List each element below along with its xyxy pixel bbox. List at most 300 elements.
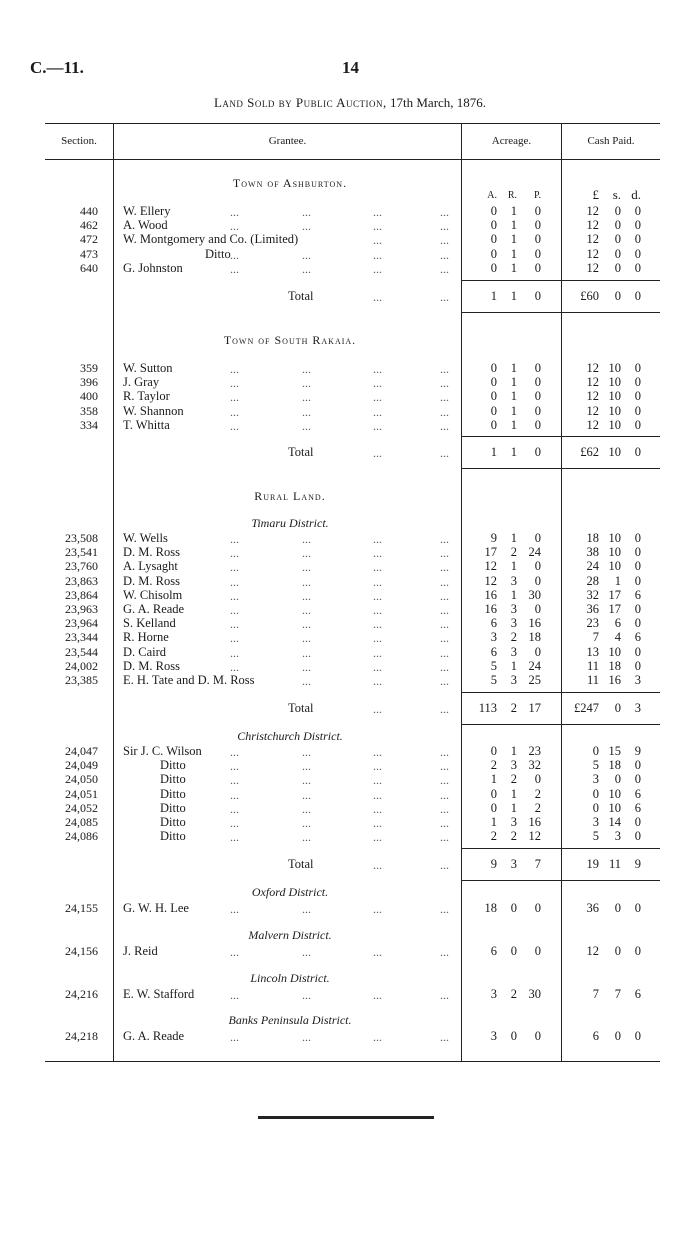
cash-d: 0 — [634, 361, 641, 375]
acreage-r: 1 — [510, 403, 517, 418]
leader-dots: ... — [302, 247, 311, 262]
acreage-p: 30 — [528, 987, 541, 1001]
total-rule-bottom — [462, 312, 660, 313]
leader-dots: ... — [373, 702, 382, 716]
cash-d: 0 — [634, 944, 641, 958]
total-rule-bottom — [462, 880, 660, 881]
cash-s: 6 — [614, 616, 621, 631]
leader-dots: ... — [302, 376, 311, 391]
cash-d: 6 — [634, 987, 641, 1001]
acreage-r: 1 — [510, 218, 517, 233]
acreage-a: 1 — [490, 289, 497, 303]
leader-dots: ... — [373, 787, 382, 802]
leader-dots: ... — [230, 773, 239, 788]
cash-d: 0 — [634, 417, 641, 432]
leader-dots: ... — [373, 574, 382, 589]
acreage-a: 5 — [490, 673, 497, 687]
acreage-a: 12 — [484, 573, 497, 588]
cash-l: 12 — [586, 260, 599, 275]
cash-s: 0 — [614, 204, 621, 218]
leader-dots: ... — [230, 261, 239, 276]
leader-dots: ... — [373, 1030, 382, 1044]
cash-d: 0 — [634, 573, 641, 588]
cash-s: 10 — [608, 403, 621, 418]
cash-d: 6 — [634, 630, 641, 645]
acreage-p: 0 — [534, 417, 541, 432]
cash-l: 11 — [586, 673, 599, 687]
acreage-p: 0 — [534, 260, 541, 275]
cash-s: 0 — [614, 289, 621, 303]
cash-s: 0 — [614, 701, 621, 715]
section-number: 24,218 — [65, 1029, 98, 1043]
acreage-a: 18 — [484, 901, 497, 915]
leader-dots: ... — [440, 404, 449, 419]
total-label: Total — [288, 445, 314, 459]
acreage-a: 0 — [490, 417, 497, 432]
unit-roods: R. — [507, 190, 517, 201]
leader-dots: ... — [440, 1030, 449, 1044]
acreage-p: 2 — [534, 800, 541, 815]
acreage-a: 6 — [490, 644, 497, 659]
leader-dots: ... — [373, 290, 382, 304]
cash-l: 12 — [586, 375, 599, 390]
acreage-r: 3 — [510, 644, 517, 659]
leader-dots: ... — [373, 560, 382, 575]
grantee-name: W. Ellery — [123, 204, 171, 218]
cash-s: 11 — [608, 857, 621, 871]
cash-s: 10 — [608, 800, 621, 815]
total-rule-acreage — [462, 692, 561, 693]
acreage-r: 1 — [510, 246, 517, 261]
cash-s: 1 — [614, 573, 621, 588]
acreage-a: 0 — [490, 246, 497, 261]
leader-dots: ... — [302, 404, 311, 419]
cash-l: 12 — [586, 403, 599, 418]
cash-d: 0 — [634, 218, 641, 233]
grantee-name: J. Reid — [123, 944, 158, 958]
grantee-name: S. Kelland — [123, 616, 176, 631]
acreage-p: 0 — [534, 1029, 541, 1043]
leader-dots: ... — [230, 659, 239, 674]
leader-dots: ... — [440, 945, 449, 959]
acreage-p: 0 — [534, 204, 541, 218]
unit-pounds: £ — [592, 187, 599, 202]
cash-s: 4 — [614, 630, 621, 645]
grantee-name: G. A. Reade — [123, 1029, 185, 1043]
district-title-banks: Banks Peninsula District. — [228, 1013, 352, 1027]
header-grantee: Grantee. — [268, 135, 307, 147]
cash-s: 15 — [608, 744, 621, 758]
acreage-p: 0 — [534, 602, 541, 616]
leader-dots: ... — [373, 759, 382, 774]
acreage-p: 0 — [534, 361, 541, 375]
acreage-a: 0 — [490, 375, 497, 390]
acreage-p: 32 — [528, 758, 541, 773]
leader-dots: ... — [230, 205, 239, 219]
acreage-p: 0 — [534, 531, 541, 545]
acreage-a: 3 — [490, 1029, 497, 1043]
section-number: 23,964 — [65, 616, 98, 631]
leader-dots: ... — [440, 988, 449, 1002]
section-number: 24,156 — [65, 944, 98, 958]
cash-s: 7 — [614, 987, 621, 1001]
leader-dots: ... — [230, 390, 239, 405]
district-title-oxford: Oxford District. — [251, 885, 329, 899]
acreage-p: 0 — [534, 289, 541, 303]
leader-dots: ... — [373, 376, 382, 391]
acreage-p: 0 — [534, 389, 541, 404]
leader-dots: ... — [302, 617, 311, 632]
total-rule-cash — [562, 692, 660, 693]
leader-dots: ... — [373, 532, 382, 546]
grantee-name: Ditto — [160, 829, 186, 844]
leader-dots: ... — [440, 659, 449, 674]
acreage-a: 1 — [490, 445, 497, 459]
leader-dots: ... — [440, 546, 449, 561]
leader-dots: ... — [440, 787, 449, 802]
cash-s: 18 — [608, 658, 621, 673]
section-title-ashburton: Town of Ashburton. — [232, 176, 348, 190]
leader-dots: ... — [302, 418, 311, 433]
district-title-malvern: Malvern District. — [248, 928, 332, 942]
grantee-name: Ditto — [160, 758, 186, 773]
leader-dots: ... — [373, 674, 382, 688]
unit-perches: P. — [534, 190, 541, 201]
acreage-r: 3 — [510, 616, 517, 631]
grantee-name: Ditto — [205, 246, 231, 261]
acreage-a: 0 — [490, 744, 497, 758]
cash-d: 0 — [634, 232, 641, 247]
cash-l: £247 — [574, 701, 599, 715]
leader-dots: ... — [440, 617, 449, 632]
leader-dots: ... — [373, 404, 382, 419]
acreage-r: 1 — [510, 361, 517, 375]
leader-dots: ... — [230, 902, 239, 916]
leader-dots: ... — [302, 205, 311, 219]
leader-dots: ... — [373, 390, 382, 405]
grantee-name: D. M. Ross — [123, 658, 180, 673]
leader-dots: ... — [440, 631, 449, 646]
leader-dots: ... — [373, 603, 382, 617]
acreage-r: 1 — [510, 375, 517, 390]
leader-dots: ... — [302, 560, 311, 575]
acreage-p: 0 — [534, 445, 541, 459]
leader-dots: ... — [230, 759, 239, 774]
section-number: 23,963 — [65, 602, 98, 616]
total-rule-acreage — [462, 280, 561, 281]
cash-d: 0 — [634, 602, 641, 616]
grantee-name: Ditto — [160, 815, 186, 829]
acreage-p: 0 — [534, 218, 541, 233]
cash-d: 0 — [634, 829, 641, 844]
header-acreage: Acreage. — [491, 135, 532, 147]
cash-l: 12 — [586, 218, 599, 233]
cash-s: 10 — [608, 417, 621, 432]
section-number: 24,047 — [65, 744, 98, 758]
cash-l: 23 — [586, 616, 599, 631]
acreage-a: 5 — [490, 658, 497, 673]
district-title-timaru: Timaru District. — [251, 516, 329, 530]
leader-dots: ... — [373, 645, 382, 660]
section-number: 462 — [80, 218, 98, 233]
grantee-name: E. W. Stafford — [123, 987, 195, 1001]
leader-dots: ... — [302, 574, 311, 589]
cash-s: 10 — [608, 559, 621, 574]
leader-dots: ... — [302, 745, 311, 759]
acreage-a: 0 — [490, 361, 497, 375]
cash-d: 0 — [634, 1029, 641, 1043]
acreage-p: 2 — [534, 786, 541, 801]
leader-dots: ... — [440, 219, 449, 234]
leader-dots: ... — [230, 532, 239, 546]
leader-dots: ... — [302, 773, 311, 788]
acreage-a: 6 — [490, 944, 497, 958]
acreage-r: 2 — [510, 701, 517, 715]
cash-l: 12 — [586, 944, 599, 958]
acreage-a: 16 — [484, 587, 497, 602]
cash-d: 9 — [634, 857, 641, 871]
cash-s: 17 — [608, 587, 621, 602]
acreage-r: 1 — [510, 744, 517, 758]
acreage-r: 1 — [510, 204, 517, 218]
acreage-a: 3 — [490, 987, 497, 1001]
acreage-a: 2 — [490, 758, 497, 773]
leader-dots: ... — [302, 830, 311, 845]
cash-l: 12 — [586, 204, 599, 218]
grantee-name: W. Chisolm — [123, 587, 183, 602]
cash-d: 0 — [634, 559, 641, 574]
leader-dots: ... — [440, 702, 449, 716]
section-number: 23,541 — [65, 545, 98, 560]
leader-dots: ... — [440, 290, 449, 304]
cash-d: 3 — [634, 701, 641, 715]
section-number: 23,344 — [65, 630, 98, 645]
acreage-r: 1 — [510, 417, 517, 432]
acreage-r: 2 — [510, 545, 517, 560]
cash-l: 5 — [592, 829, 599, 844]
total-rule-bottom — [462, 468, 660, 469]
acreage-a: 0 — [490, 800, 497, 815]
acreage-a: 1 — [490, 772, 497, 787]
leader-dots: ... — [302, 816, 311, 830]
grantee-name: D. M. Ross — [123, 545, 180, 560]
acreage-p: 25 — [528, 673, 541, 687]
cash-l: 12 — [586, 361, 599, 375]
leader-dots: ... — [302, 261, 311, 276]
acreage-p: 0 — [534, 772, 541, 787]
acreage-a: 0 — [490, 232, 497, 247]
leader-dots: ... — [302, 988, 311, 1002]
leader-dots: ... — [302, 645, 311, 660]
cash-d: 0 — [634, 445, 641, 459]
leader-dots: ... — [373, 945, 382, 959]
cash-l: 18 — [586, 531, 599, 545]
total-label: Total — [288, 289, 314, 303]
leader-dots: ... — [230, 745, 239, 759]
cash-s: 10 — [608, 531, 621, 545]
leader-dots: ... — [440, 603, 449, 617]
leader-dots: ... — [230, 830, 239, 845]
leader-dots: ... — [302, 362, 311, 376]
col-divider-section — [113, 123, 114, 1061]
leader-dots: ... — [302, 659, 311, 674]
table-bottom-rule — [45, 1061, 660, 1062]
leader-dots: ... — [373, 902, 382, 916]
section-number: 24,052 — [65, 800, 98, 815]
grantee-name: W. Sutton — [123, 361, 173, 375]
leader-dots: ... — [230, 418, 239, 433]
acreage-a: 0 — [490, 260, 497, 275]
cash-l: 12 — [586, 246, 599, 261]
leader-dots: ... — [302, 631, 311, 646]
section-number: 24,086 — [65, 829, 98, 844]
unit-acres: A. — [487, 190, 497, 201]
acreage-a: 9 — [490, 531, 497, 545]
cash-s: 10 — [608, 445, 621, 459]
acreage-r: 3 — [510, 673, 517, 687]
cash-s: 0 — [614, 218, 621, 233]
leader-dots: ... — [373, 219, 382, 234]
cash-l: 0 — [592, 800, 599, 815]
leader-dots: ... — [230, 247, 239, 262]
total-rule-acreage — [462, 436, 561, 437]
acreage-r: 1 — [510, 559, 517, 574]
leader-dots: ... — [230, 945, 239, 959]
cash-l: 12 — [586, 389, 599, 404]
grantee-name: W. Shannon — [123, 403, 184, 418]
acreage-a: 12 — [484, 559, 497, 574]
acreage-p: 23 — [528, 744, 541, 758]
leader-dots: ... — [302, 902, 311, 916]
leader-dots: ... — [373, 816, 382, 830]
cash-l: 6 — [592, 1029, 599, 1043]
leader-dots: ... — [230, 546, 239, 561]
total-rule-cash — [562, 848, 660, 849]
grantee-name: T. Whitta — [123, 417, 170, 432]
acreage-r: 0 — [510, 944, 517, 958]
acreage-a: 113 — [478, 701, 497, 715]
cash-d: 0 — [634, 815, 641, 829]
section-number: 23,760 — [65, 559, 98, 574]
acreage-r: 1 — [510, 260, 517, 275]
leader-dots: ... — [302, 787, 311, 802]
acreage-p: 12 — [528, 829, 541, 844]
leader-dots: ... — [302, 546, 311, 561]
acreage-a: 0 — [490, 218, 497, 233]
leader-dots: ... — [373, 801, 382, 816]
acreage-p: 17 — [528, 701, 541, 715]
cash-s: 0 — [614, 901, 621, 915]
cash-d: 0 — [634, 901, 641, 915]
cash-d: 3 — [634, 673, 641, 687]
grantee-name: R. Horne — [123, 630, 169, 645]
cash-s: 3 — [614, 829, 621, 844]
acreage-r: 3 — [510, 758, 517, 773]
section-number: 24,049 — [65, 758, 98, 773]
cash-d: 0 — [634, 403, 641, 418]
cash-l: 3 — [592, 772, 599, 787]
cash-l: 19 — [586, 857, 599, 871]
cash-d: 9 — [634, 744, 641, 758]
grantee-name: W. Montgomery and Co. (Limited) — [123, 232, 299, 247]
acreage-a: 17 — [484, 545, 497, 560]
total-label: Total — [288, 701, 314, 715]
grantee-name: W. Wells — [123, 531, 168, 545]
cash-l: 0 — [592, 786, 599, 801]
leader-dots: ... — [373, 617, 382, 632]
cash-l: 36 — [586, 901, 599, 915]
grantee-name: D. M. Ross — [123, 573, 180, 588]
leader-dots: ... — [440, 418, 449, 433]
section-number: 473 — [80, 246, 98, 261]
leader-dots: ... — [440, 560, 449, 575]
unit-shillings: s. — [612, 187, 621, 202]
page-title — [0, 95, 700, 111]
leader-dots: ... — [230, 1030, 239, 1044]
section-number: 23,864 — [65, 587, 98, 602]
leader-dots: ... — [302, 588, 311, 603]
grantee-name: E. H. Tate and D. M. Ross — [123, 673, 255, 687]
leader-dots: ... — [440, 574, 449, 589]
cash-d: 0 — [634, 260, 641, 275]
leader-dots: ... — [440, 773, 449, 788]
cash-l: 12 — [586, 417, 599, 432]
grantee-name: Sir J. C. Wilson — [123, 744, 202, 758]
acreage-p: 24 — [528, 545, 541, 560]
acreage-a: 0 — [490, 403, 497, 418]
leader-dots: ... — [440, 376, 449, 391]
cash-s: 0 — [614, 772, 621, 787]
cash-s: 10 — [608, 361, 621, 375]
acreage-p: 0 — [534, 901, 541, 915]
leader-dots: ... — [230, 988, 239, 1002]
cash-l: 0 — [592, 744, 599, 758]
leader-dots: ... — [230, 376, 239, 391]
section-number: 358 — [80, 403, 98, 418]
acreage-a: 3 — [490, 630, 497, 645]
cash-s: 0 — [614, 232, 621, 247]
table-top-rule — [45, 123, 660, 124]
cash-l: 7 — [592, 630, 599, 645]
leader-dots: ... — [373, 247, 382, 262]
leader-dots: ... — [440, 816, 449, 830]
cash-l: £62 — [580, 445, 599, 459]
leader-dots: ... — [440, 645, 449, 660]
col-divider-grantee — [461, 123, 462, 1061]
acreage-p: 16 — [528, 616, 541, 631]
section-number: 23,385 — [65, 673, 98, 687]
page-reference: C.—11. — [30, 58, 84, 77]
leader-dots: ... — [440, 902, 449, 916]
leader-dots: ... — [230, 560, 239, 575]
section-number: 334 — [80, 417, 98, 432]
acreage-r: 1 — [510, 587, 517, 602]
cash-l: 13 — [586, 644, 599, 659]
section-title-rural: Rural Land. — [254, 489, 326, 503]
cash-l: 3 — [592, 815, 599, 829]
leader-dots: ... — [302, 674, 311, 688]
section-number: 24,050 — [65, 772, 98, 787]
unit-pence: d. — [631, 187, 641, 202]
leader-dots: ... — [230, 588, 239, 603]
leader-dots: ... — [373, 546, 382, 561]
total-rule-cash — [562, 280, 660, 281]
acreage-p: 0 — [534, 559, 541, 574]
acreage-p: 0 — [534, 375, 541, 390]
grantee-name: Ditto — [160, 786, 186, 801]
leader-dots: ... — [373, 988, 382, 1002]
section-number: 23,508 — [65, 531, 98, 545]
